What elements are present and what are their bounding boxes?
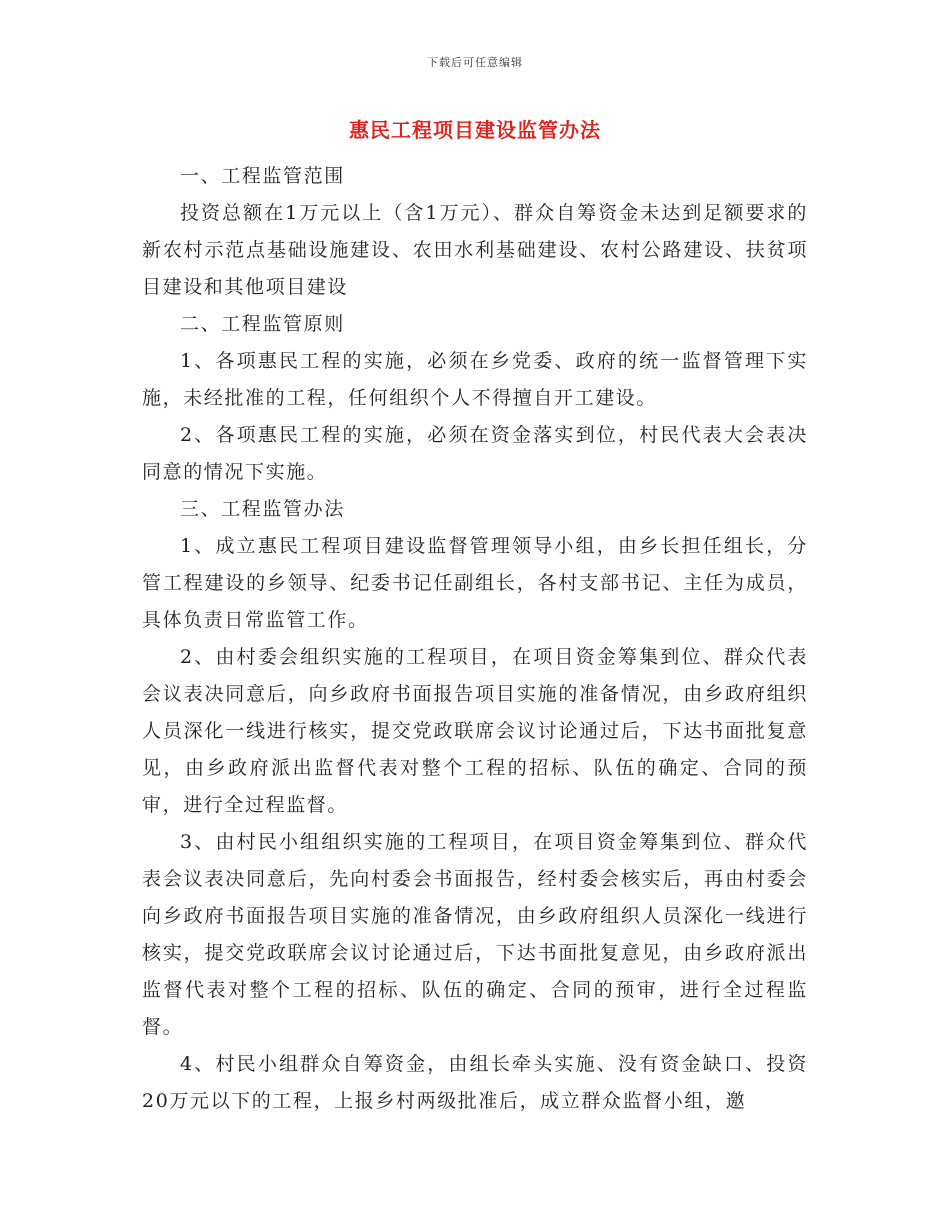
section-heading-principles: 二、工程监管原则 [180,313,345,335]
paragraph-principle-1: 1、各项惠民工程的实施，必须在乡党委、政府的统一监督管理下实施，未经批准的工程，任何组织个人不得擅自开工建设。 [142,350,808,409]
paragraph-principle-2: 2、各项惠民工程的实施，必须在资金落实到位，村民代表大会表决同意的情况下实施。 [142,424,808,483]
document-title: 惠民工程项目建设监管办法 [349,118,601,142]
paragraph-method-1: 1、成立惠民工程项目建设监督管理领导小组，由乡长担任组长，分管工程建设的乡领导、纪委书记任副组长，各村支部书记、主任为成员，具体负责日常监管工作。 [142,535,808,631]
paragraph-method-4: 4、村民小组群众自筹资金，由组长牵头实施、没有资金缺口、投资20万元以下的工程，上报乡村两级批准后，成立群众监督小组，邀 [142,1053,808,1112]
section-heading-methods: 三、工程监管办法 [180,498,345,520]
paragraph-method-2: 2、由村委会组织实施的工程项目，在项目资金筹集到位、群众代表会议表决同意后，向乡政府书面报告项目实施的准备情况，由乡政府组织人员深化一线进行核实，提交党政联席会议讨论通过后，下达书面批复意见，由乡政府派出监督代表对整个工程的招标、队伍的确定、合同的预审，进行全过程监督。 [142,646,808,816]
section-heading-scope: 一、工程监管范围 [180,165,345,187]
paragraph-scope-detail: 投资总额在1万元以上（含1万元）、群众自筹资金未达到足额要求的新农村示范点基础设施建设、农田水利基础建设、农村公路建设、扶贫项目建设和其他项目建设 [142,202,808,298]
header-note: 下载后可任意编辑 [427,56,523,69]
paragraph-method-3: 3、由村民小组组织实施的工程项目，在项目资金筹集到位、群众代表会议表决同意后，先向村委会书面报告，经村委会核实后，再由村委会向乡政府书面报告项目实施的准备情况，由乡政府组织人员深化一线进行核实，提交党政联席会议讨论通过后，下达书面批复意见，由乡政府派出监督代表对整个工程的招标、队伍的确定、合同的预审，进行全过程监督。 [142,831,808,1038]
document-body [142,158,808,1120]
